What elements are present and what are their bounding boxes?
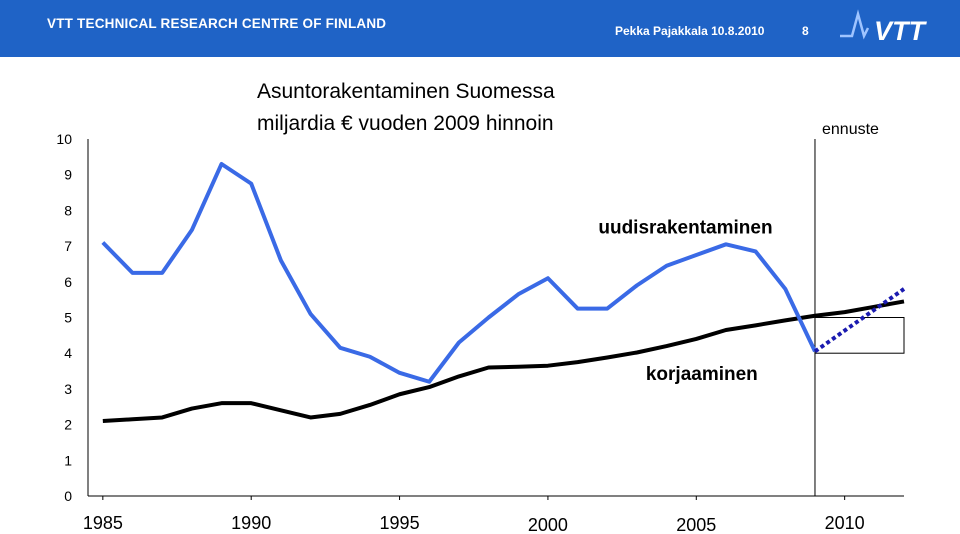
x-tick-label: 2010 [824, 513, 865, 533]
series-line-korjaaminen [103, 301, 904, 421]
x-tick-label: 1990 [231, 513, 272, 533]
page-number: 8 [802, 24, 809, 38]
y-tick-label: 8 [64, 202, 72, 219]
chart-labels [56, 131, 864, 534]
y-tick-label: 10 [56, 131, 72, 147]
x-tick-label: 2000 [527, 515, 568, 534]
series-line-forecast [815, 289, 904, 351]
y-tick-label: 9 [64, 166, 72, 183]
y-tick-label: 5 [64, 309, 72, 326]
chart-subtitle: miljardia € vuoden 2009 hinnoin [257, 112, 554, 135]
x-tick-label: 2005 [676, 515, 717, 534]
y-tick-label: 1 [64, 452, 72, 469]
series-annotation: korjaaminen [645, 363, 758, 385]
forecast-box [815, 318, 904, 354]
x-tick-label: 1985 [82, 513, 123, 533]
chart-marks [103, 164, 904, 421]
y-tick-label: 6 [64, 273, 72, 290]
y-tick-label: 7 [64, 238, 72, 255]
logo-text: VTT [874, 16, 925, 46]
organization-name: VTT TECHNICAL RESEARCH CENTRE OF FINLAND [47, 16, 387, 31]
y-tick-label: 0 [64, 488, 72, 504]
author-date: Pekka Pajakkala 10.8.2010 [615, 24, 765, 38]
y-tick-label: 2 [64, 416, 72, 433]
forecast-label: ennuste [822, 121, 879, 138]
series-line-uudisrakentaminen [103, 164, 815, 382]
y-tick-label: 4 [64, 345, 72, 362]
y-tick-label: 3 [64, 380, 72, 397]
x-tick-label: 1995 [379, 513, 420, 533]
series-annotation: uudisrakentaminen [598, 217, 773, 239]
chart-title: Asuntorakentaminen Suomessa [257, 80, 555, 103]
